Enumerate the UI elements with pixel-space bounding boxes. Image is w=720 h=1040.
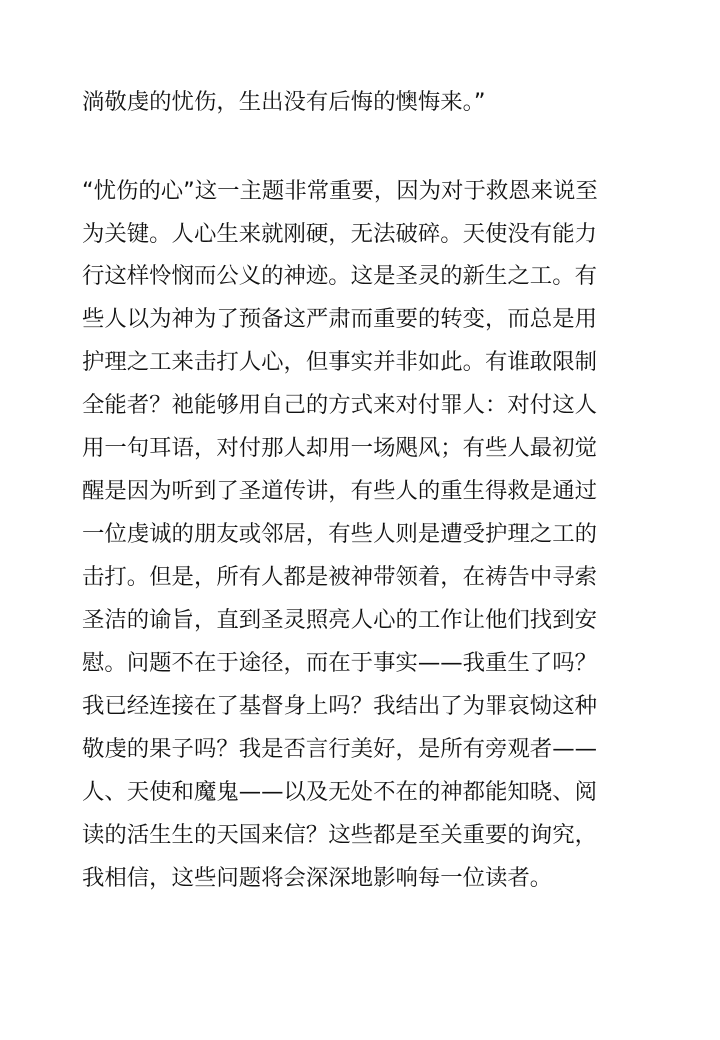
text-line: 读的活生生的天国来信？这些都是至关重要的询究， (82, 822, 597, 848)
text-line: 全能者？祂能够用自己的方式来对付罪人：对付这人 (82, 392, 597, 418)
text-line: 护理之工来击打人心，但事实并非如此。有谁敢限制 (82, 349, 597, 375)
text-line: 击打。但是，所有人都是被神带领着，在祷告中寻索 (82, 564, 597, 590)
text-line: 醒是因为听到了圣道传讲，有些人的重生得救是通过 (82, 478, 597, 504)
text-line: 圣洁的谕旨，直到圣灵照亮人心的工作让他们找到安 (82, 607, 597, 633)
text-line: 为关键。人心生来就刚硬，无法破碎。天使没有能力 (82, 221, 597, 247)
text-line: 我已经连接在了基督身上吗？我结出了为罪哀恸这种 (82, 693, 597, 719)
text-line: 用一句耳语，对付那人却用一场飓风；有些人最初觉 (82, 435, 597, 461)
text-line: 行这样怜悯而公义的神迹。这是圣灵的新生之工。有 (82, 263, 597, 289)
text-line: “忧伤的心”这一主题非常重要，因为对于救恩来说至 (82, 178, 598, 204)
text-line: 我相信，这些问题将会深深地影响每一位读者。 (82, 865, 553, 891)
text-line: 淌敬虔的忧伤，生出没有后悔的懊悔来。” (82, 89, 486, 115)
text-line: 慰。问题不在于途径，而在于事实——我重生了吗？ (82, 650, 597, 676)
text-line: 一位虔诚的朋友或邻居，有些人则是遭受护理之工的 (82, 521, 597, 547)
text-line: 人、天使和魔鬼——以及无处不在的神都能知晓、阅 (82, 779, 597, 805)
text-line: 敬虔的果子吗？我是否言行美好，是所有旁观者—— (82, 736, 597, 762)
text-line: 些人以为神为了预备这严肃而重要的转变，而总是用 (82, 306, 597, 332)
